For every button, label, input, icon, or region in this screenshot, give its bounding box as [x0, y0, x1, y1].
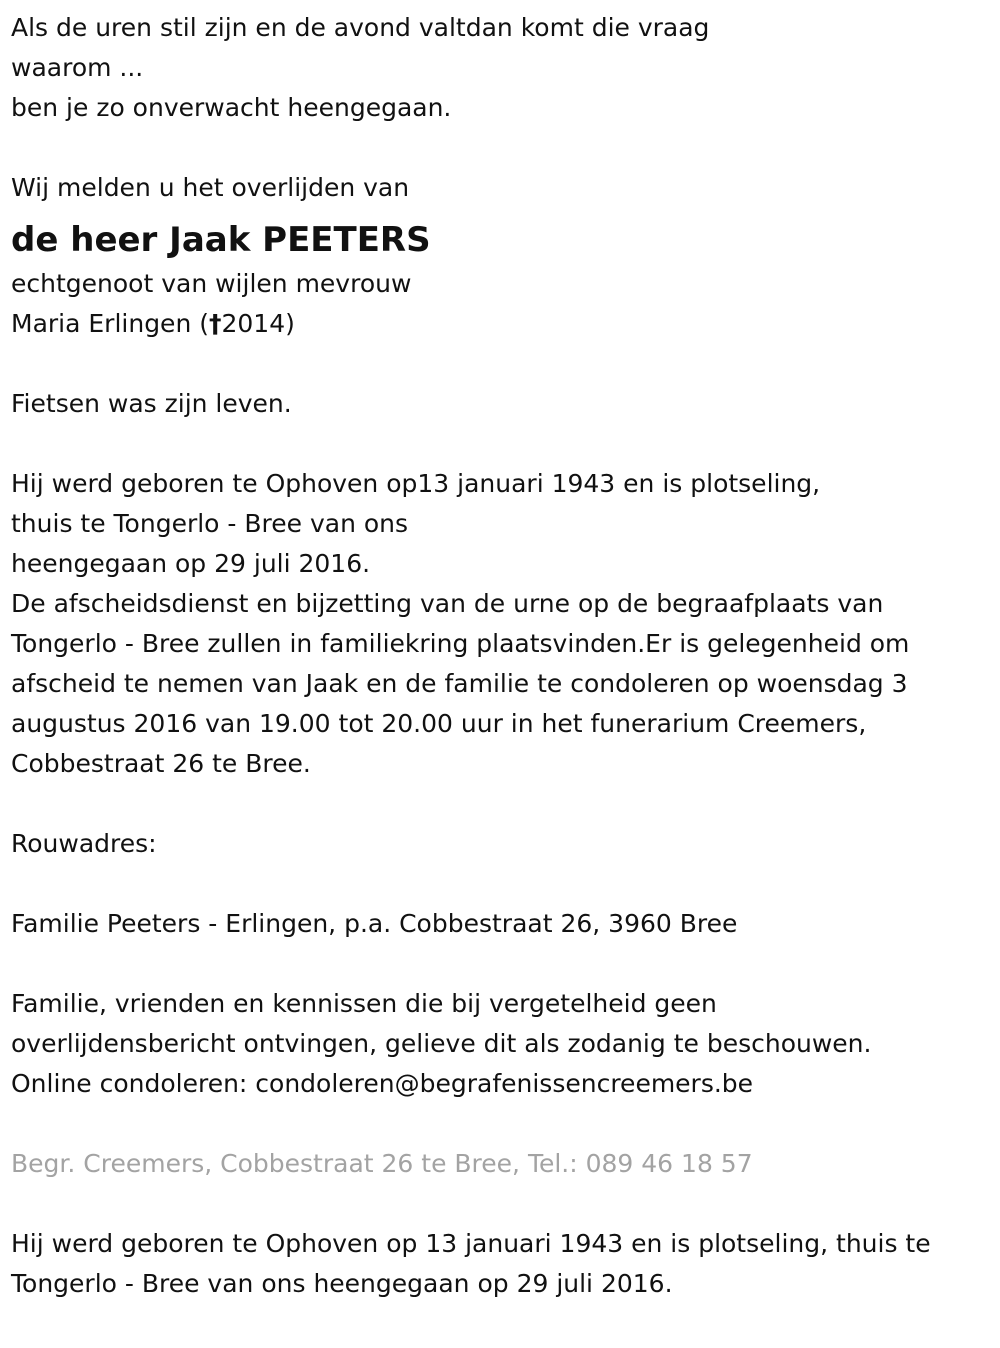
cross-icon: †: [209, 309, 222, 338]
intro-line-3: ben je zo onverwacht heengegaan.: [11, 93, 452, 122]
details-line-7: augustus 2016 van 19.00 tot 20.00 uur in het funerarium Creemers,: [11, 709, 867, 738]
announcement-text: Wij melden u het overlijden van: [11, 173, 410, 202]
undertaker-info: Begr. Creemers, Cobbestraat 26 te Bree, Tel.: 089 46 18 57: [11, 1149, 753, 1178]
details-line-4: De afscheidsdienst en bijzetting van de urne op de begraafplaats van: [11, 589, 884, 618]
spouse-name: Maria Erlingen (: [11, 309, 209, 338]
mourning-label: Rouwadres:: [11, 829, 157, 858]
spouse-line: echtgenoot van wijlen mevrouw: [11, 269, 412, 298]
details-line-2: thuis te Tongerlo - Bree van ons: [11, 509, 409, 538]
mourning-address: Familie Peeters - Erlingen, p.a. Cobbestraat 26, 3960 Bree: [11, 909, 738, 938]
notice-line-1: Familie, vrienden en kennissen die bij vergetelheid geen: [11, 989, 717, 1018]
spouse-name-line: [11, 304, 1000, 344]
summary-line-1: Hij werd geboren te Ophoven op 13 januari 1943 en is plotseling, thuis te: [11, 1229, 931, 1258]
life-text: Fietsen was zijn leven.: [11, 389, 292, 418]
details-line-1: Hij werd geboren te Ophoven op13 januari 1943 en is plotseling,: [11, 469, 821, 498]
intro-line-2: waarom ...: [11, 53, 144, 82]
intro-line-1: Als de uren stil zijn en de avond valtdan komt die vraag: [11, 13, 710, 42]
details-line-8: Cobbestraat 26 te Bree.: [11, 749, 311, 778]
summary-line-2: Tongerlo - Bree van ons heengegaan op 29 juli 2016.: [11, 1269, 673, 1298]
details-line-6: afscheid te nemen van Jaak en de familie te condoleren op woensdag 3: [11, 669, 908, 698]
notice-line-2: overlijdensbericht ontvingen, gelieve dit als zodanig te beschouwen.: [11, 1029, 872, 1058]
notice-line-3: Online condoleren: condoleren@begrafenissencreemers.be: [11, 1069, 754, 1098]
details-line-3: heengegaan op 29 juli 2016.: [11, 549, 371, 578]
details-line-5: Tongerlo - Bree zullen in familiekring plaatsvinden.Er is gelegenheid om: [11, 629, 910, 658]
spouse-year: 2014): [221, 309, 295, 338]
deceased-name: de heer Jaak PEETERS: [11, 220, 431, 260]
